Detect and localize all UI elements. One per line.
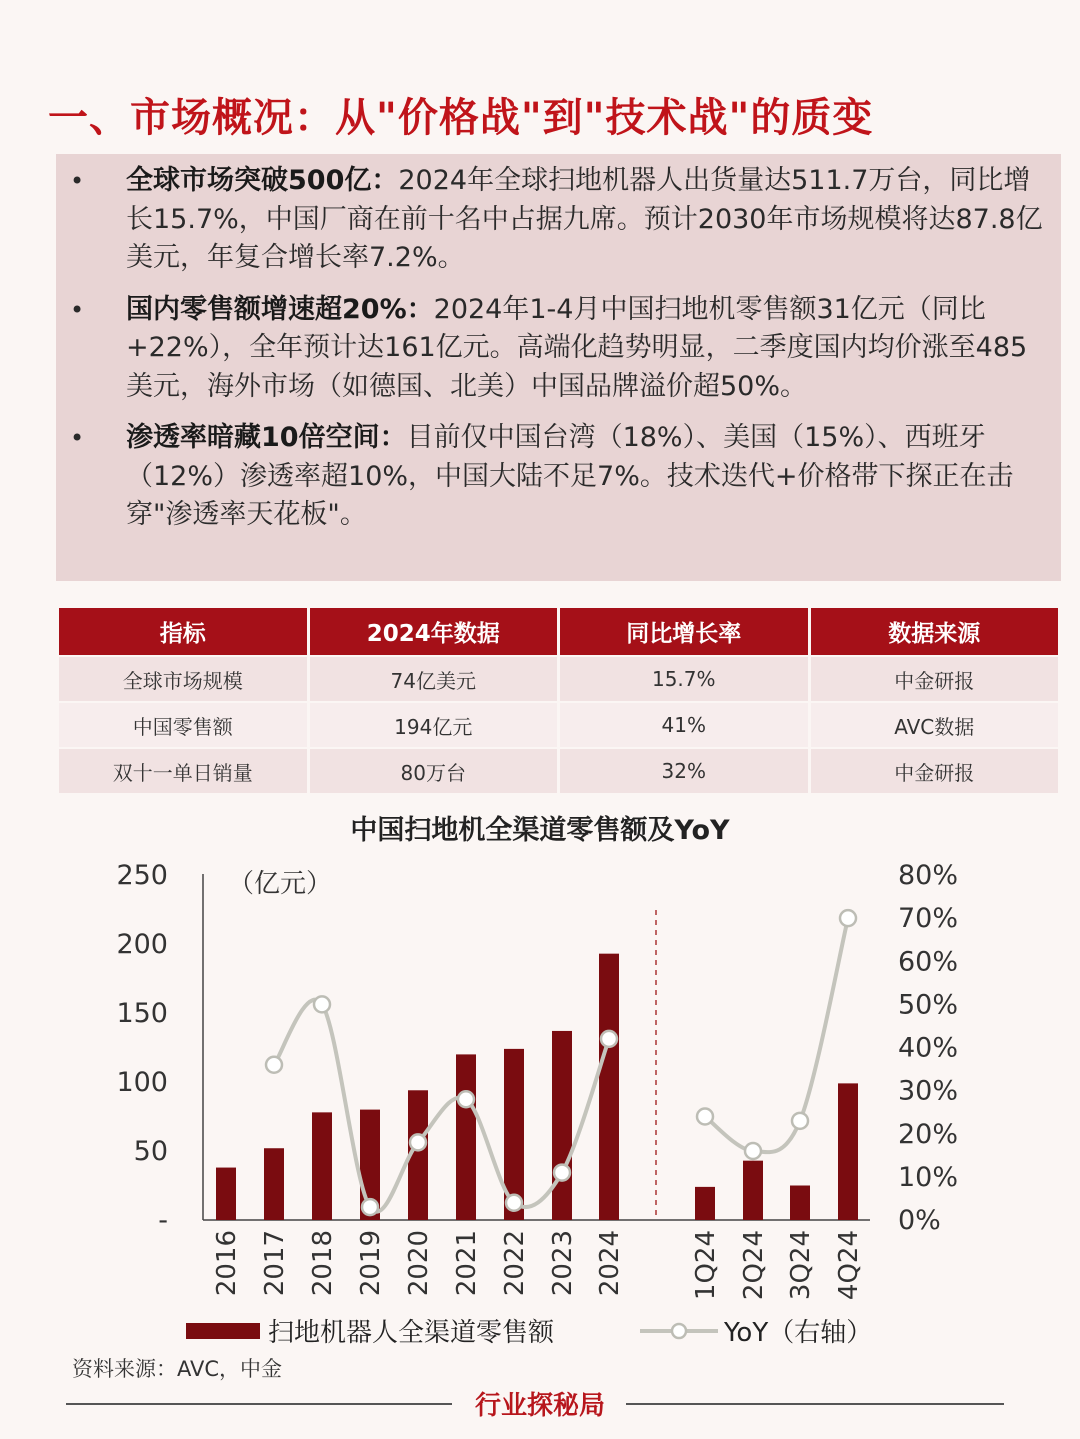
x-tick-label: 2024 [595, 1230, 625, 1297]
right-axis-tick-label: 70% [898, 903, 959, 935]
table-cell: AVC数据 [811, 701, 1059, 747]
bar-2023 [552, 1031, 572, 1220]
bar-2018 [312, 1112, 332, 1220]
table-cell: 80万台 [310, 747, 558, 793]
table-row [59, 701, 1058, 747]
bullet-dot: • [70, 424, 85, 452]
retail-yoy-chart [0, 850, 1080, 1350]
bullet-heading: 国内零售额增速超20%： [126, 293, 434, 325]
bar-2024 [599, 954, 619, 1220]
metrics-table [56, 608, 1061, 793]
table-cell: 194亿元 [310, 701, 558, 747]
x-tick-label: 2018 [308, 1230, 338, 1297]
x-tick-label: 2021 [452, 1230, 482, 1297]
chart-title: 中国扫地机全渠道零售额及YoY [350, 815, 730, 846]
yoy-point-2017 [266, 1057, 282, 1073]
page-title: 一、市场概况：从"价格战"到"技术战"的质变 [48, 95, 874, 141]
legend-bar-label: 扫地机器人全渠道零售额 [268, 1318, 555, 1348]
x-tick-label: 3Q24 [786, 1230, 816, 1301]
table-header: 数据来源 [811, 608, 1059, 655]
legend-line-label: YoY（右轴） [724, 1318, 873, 1348]
bar-2021 [456, 1054, 476, 1220]
table-cell: 中国零售额 [59, 701, 307, 747]
left-axis-tick-label: 200 [116, 929, 168, 960]
bullet-text: 2024年1-4月中国扫地机零售额31亿元（同比+22%），全年预计达161亿元。高端化趋势明显，二季度国内均价涨至485美元，海外市场（如德国、北美）中国品牌溢价超50%。 [126, 293, 1028, 402]
x-tick-label: 2022 [500, 1230, 530, 1297]
right-axis-tick-label: 40% [898, 1032, 959, 1064]
x-tick-label: 4Q24 [834, 1230, 864, 1301]
x-tick-label: 1Q24 [691, 1230, 721, 1301]
right-axis-tick-label: 30% [898, 1075, 959, 1107]
yoy-point-2023 [554, 1165, 570, 1181]
table-cell: 中金研报 [811, 747, 1059, 793]
bullet-heading: 全球市场突破500亿： [126, 165, 399, 196]
right-axis-tick-label: 20% [898, 1118, 959, 1150]
table-cell: 15.7% [560, 655, 808, 701]
right-axis-tick-label: 60% [898, 946, 959, 978]
bar-1Q24 [695, 1187, 715, 1220]
bullet-text: 目前仅中国台湾（18%）、美国（15%）、西班牙（12%）渗透率超10%，中国大陆不足7%。技术迭代+价格带下探正在击穿"渗透率天花板"。 [126, 422, 1014, 530]
bar-3Q24 [790, 1186, 810, 1221]
bullet-item [56, 419, 1043, 535]
yoy-point-2022 [506, 1195, 522, 1211]
source-note: 资料来源：AVC，中金 [72, 1357, 283, 1381]
table-header: 同比增长率 [560, 608, 808, 655]
bullet-item [56, 162, 1043, 278]
left-axis-unit: （亿元） [228, 869, 333, 899]
yoy-point-1Q24 [697, 1109, 713, 1125]
bar-4Q24 [838, 1083, 858, 1220]
right-axis-tick-label: 0% [898, 1205, 941, 1236]
yoy-point-2018 [314, 996, 330, 1012]
left-axis-tick-label: 150 [116, 998, 168, 1029]
table-cell: 中金研报 [811, 655, 1059, 701]
yoy-point-3Q24 [792, 1113, 808, 1129]
table-cell: 32% [560, 747, 808, 793]
x-tick-label: 2023 [548, 1230, 578, 1297]
yoy-point-4Q24 [840, 910, 856, 926]
summary-box [56, 154, 1061, 581]
legend-line-marker [672, 1324, 686, 1338]
yoy-point-2019 [362, 1199, 378, 1215]
bullet-item [56, 291, 1043, 407]
bullet-dot: • [70, 167, 85, 195]
bullet-dot: • [70, 295, 85, 324]
bullet-heading: 渗透率暗藏10倍空间： [126, 422, 407, 453]
left-axis-tick-label: 100 [116, 1067, 168, 1098]
yoy-point-2020 [410, 1134, 426, 1150]
table-row [59, 747, 1058, 793]
x-tick-label: 2016 [212, 1230, 242, 1297]
legend-bar-swatch [186, 1323, 260, 1339]
bar-2017 [264, 1148, 284, 1220]
table-row [59, 655, 1058, 701]
right-axis-tick-label: 50% [898, 989, 959, 1021]
table-header: 2024年数据 [310, 608, 558, 655]
right-axis-tick-label: 10% [898, 1161, 959, 1193]
table-cell: 全球市场规模 [59, 655, 307, 701]
right-axis-tick-label: 80% [898, 860, 959, 891]
table-cell: 41% [560, 701, 808, 747]
x-tick-label: 2Q24 [739, 1230, 769, 1301]
table-cell: 74亿美元 [310, 655, 558, 701]
brand-name: 行业探秘局 [474, 1391, 605, 1421]
bar-2016 [216, 1168, 236, 1220]
left-axis-tick-label: 250 [116, 860, 168, 891]
table-cell: 双十一单日销量 [59, 747, 307, 793]
table-header: 指标 [59, 608, 307, 655]
x-tick-label: 2019 [356, 1230, 386, 1297]
left-axis-tick-label: 50 [133, 1136, 168, 1167]
yoy-point-2024 [601, 1031, 617, 1047]
table-header-row [59, 608, 1058, 655]
x-tick-label: 2017 [260, 1230, 290, 1297]
x-tick-label: 2020 [404, 1230, 434, 1297]
yoy-line-quarterly [705, 918, 848, 1152]
yoy-point-2Q24 [745, 1143, 761, 1159]
bullet-text: 2024年全球扫地机器人出货量达511.7万台，同比增长15.7%，中国厂商在前十名中占据九席。预计2030年市场规模将达87.8亿美元，年复合增长率7.2%。 [126, 165, 1043, 273]
yoy-point-2021 [458, 1091, 474, 1107]
bar-2Q24 [743, 1161, 763, 1220]
left-axis-tick-label: - [158, 1205, 168, 1236]
